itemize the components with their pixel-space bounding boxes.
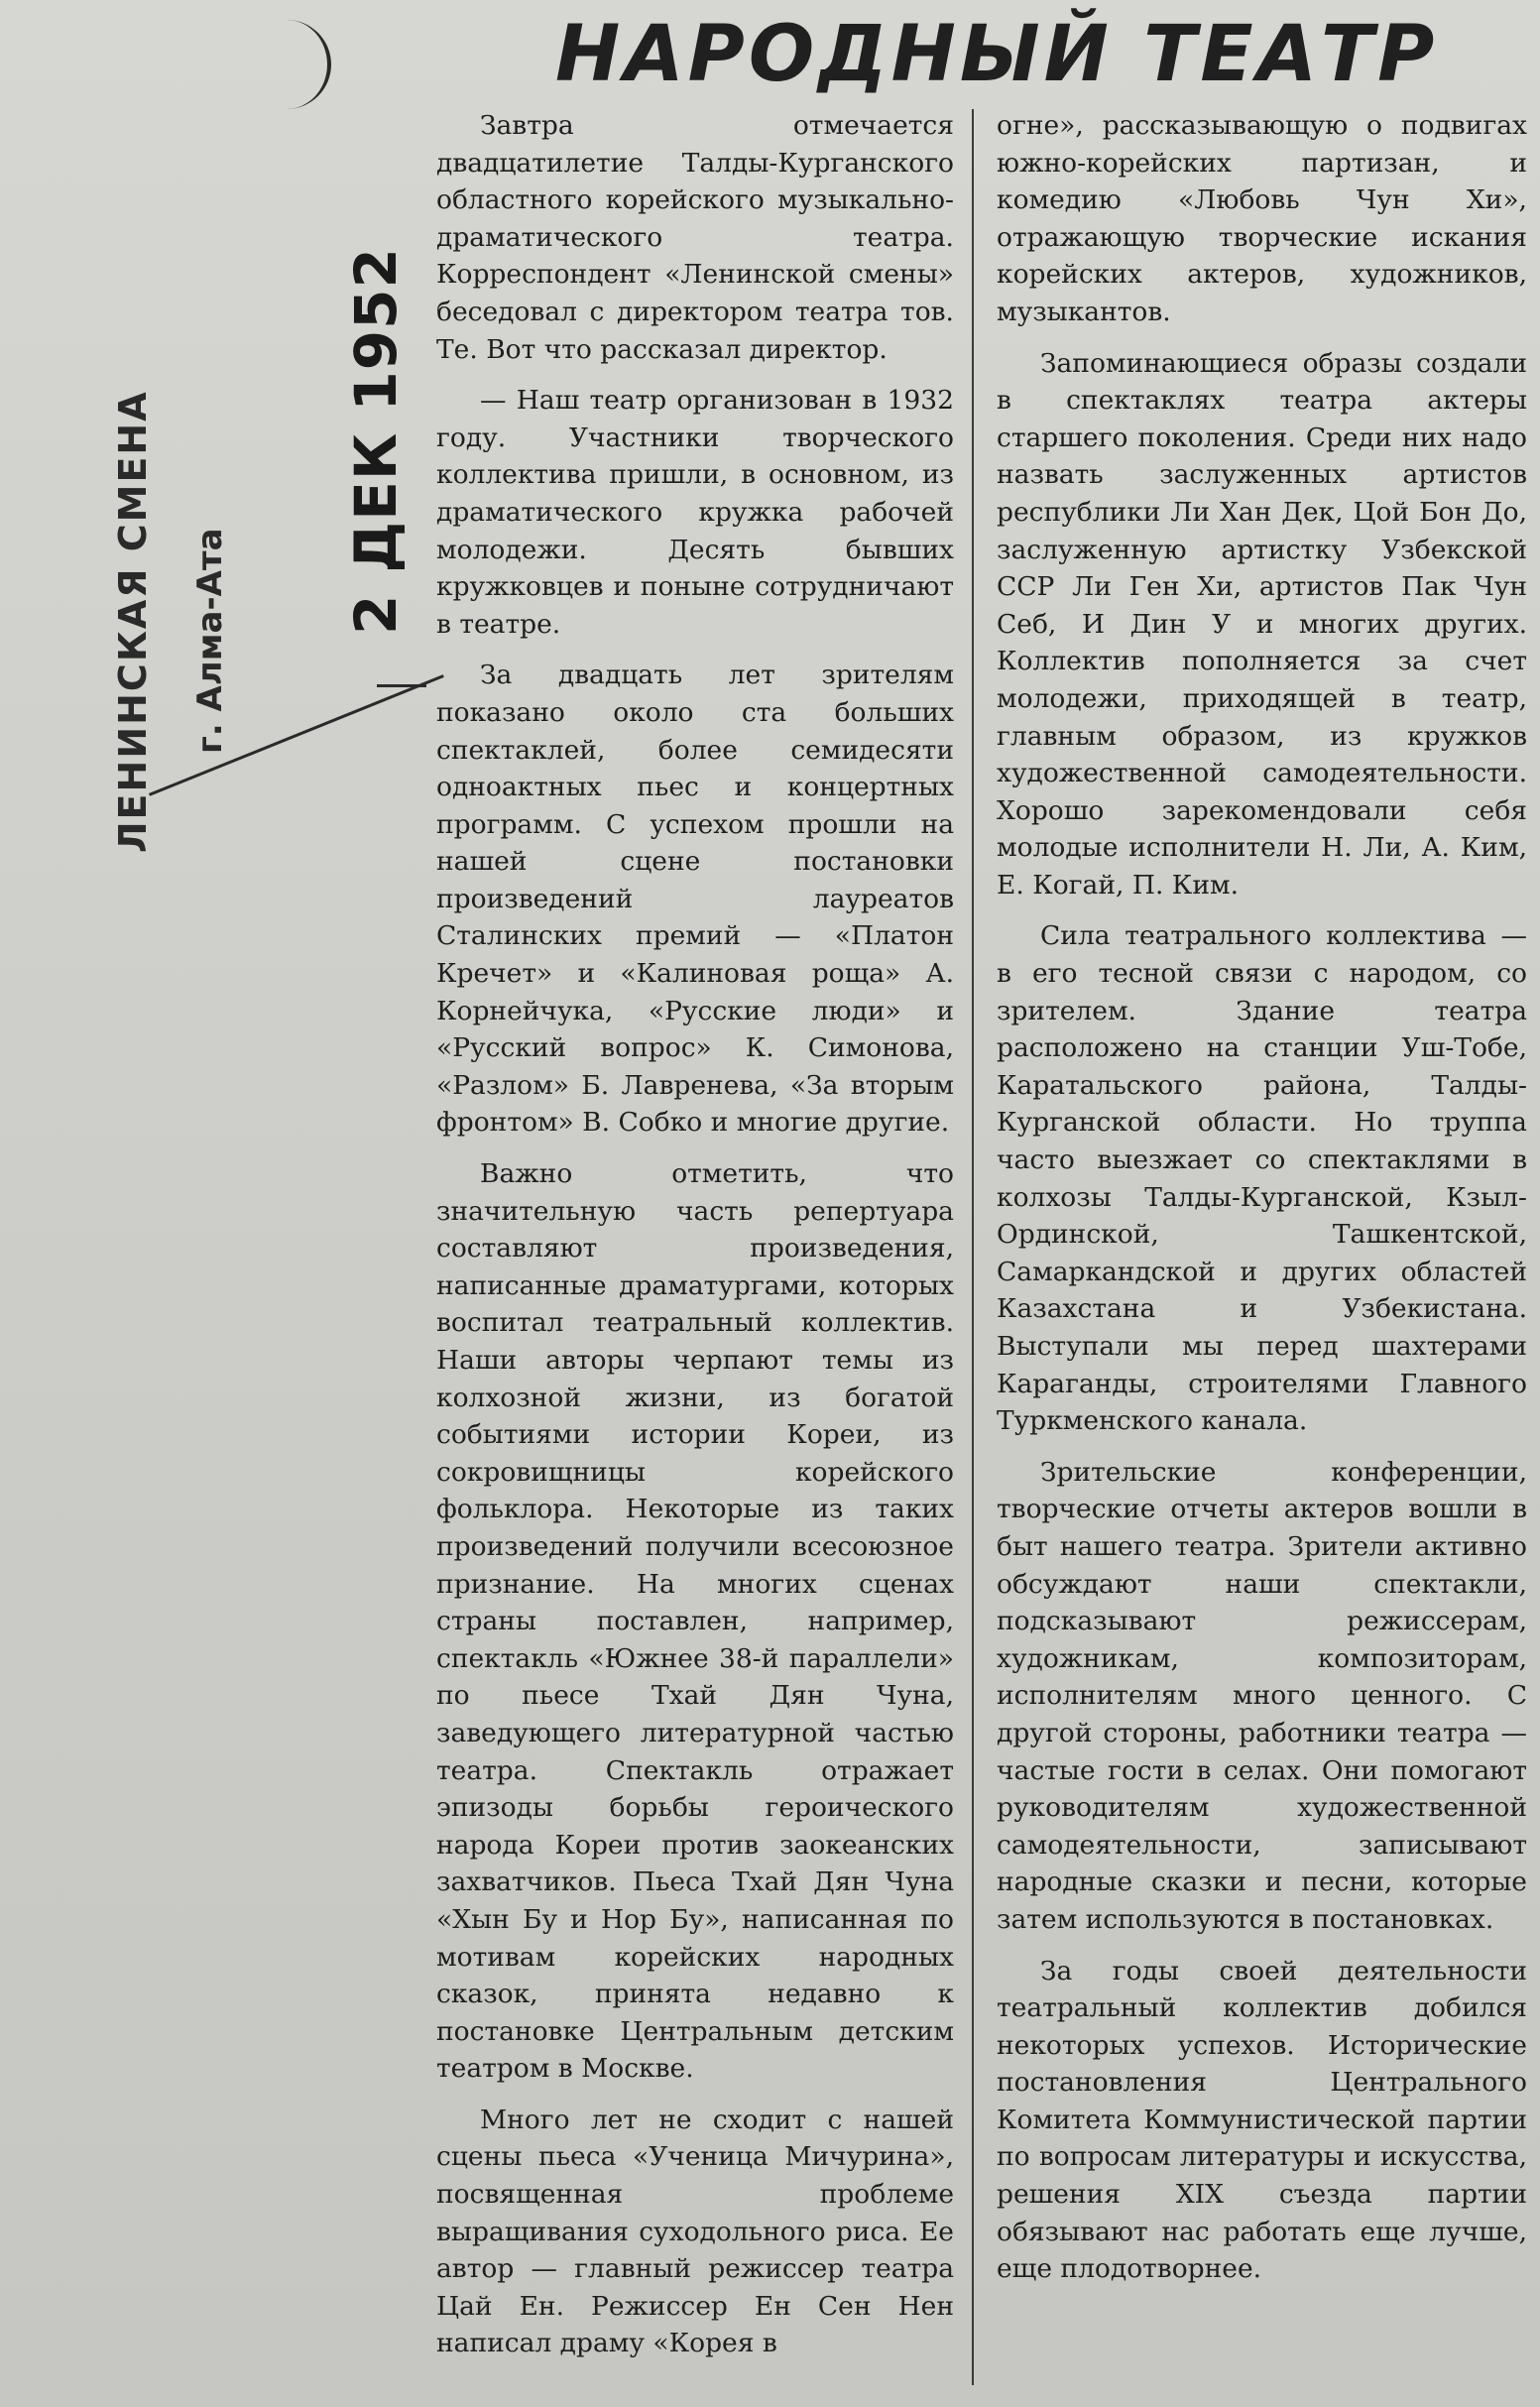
- paragraph: — Наш театр организован в 1932 году. Участники творческого коллектива пришли, в основном, из драматического кружка рабочей молодежи. Десять бывших кружковцев и поныне сотрудничают в театре.: [436, 385, 954, 640]
- paragraph: Зрительские конференции, творческие отчеты актеров вошли в быт нашего театра. Зрители активно обсуждают наши спектакли, подсказывают режиссерам, художникам, композиторам, исполнителям много ценного. С другой стороны, работники театра — частые гости в селах. Они помогают руководителям художественной самодеятельности, записывают народные сказки и песни, которые затем используются в постановках.: [997, 1456, 1527, 1935]
- paragraph: Запоминающиеся образы создали в спектаклях театра актеры старшего поколения. Среди них надо назвать заслуженных артистов республики Ли Хан Дек, Цой Бон До, заслуженную артистку Узбекской ССР Ли Ген Хи, артистов Пак Чун Себ, И Дин У и многих других. Коллектив пополняется за счет молодежи, приходящей в театр, главным образом, из кружков художественной самодеятельности. Хорошо зарекомендовали себя молодые исполнители Н. Ли, А. Ким, Е. Когай, П. Ким.: [997, 347, 1527, 901]
- stamp-newspaper-name: ЛЕНИНСКАЯ СМЕНА: [111, 390, 155, 853]
- pencil-tick-mark: [377, 684, 426, 687]
- stamp-city: г. Алма-Ата: [190, 528, 230, 754]
- paragraph: Завтра отмечается двадцатилетие Талды-Курганского областного корейского музыкально-драматического театра. Корреспондент «Ленинской смены» беседовал с директором театра тов. Те. Вот что рассказал директор.: [436, 110, 954, 365]
- paragraph: За двадцать лет зрителям показано около ста больших спектаклей, более семидесяти одноактных пьес и концертных программ. С успехом прошли на нашей сцене постановки произведений лауреатов Сталинских премий — «Платон Кречет» и «Калиновая роща» А. Корнейчука, «Русские люди» и «Русский вопрос» К. Симонова, «Разлом» Б. Лавренева, «За вторым фронтом» В. Собко и многие другие.: [436, 660, 954, 1139]
- stamp-date: 2 ДЕК 1952: [342, 247, 410, 635]
- pencil-arc-mark: [268, 20, 331, 109]
- article-column-left: [436, 107, 954, 2376]
- article-column-right: [997, 107, 1527, 2302]
- column-divider: [972, 109, 974, 2385]
- paragraph: Важно отметить, что значительную часть репертуара составляют произведения, написанные драматургами, которых воспитал театральный коллектив. Наши авторы черпают темы из колхозной жизни, из богатой событиями истории Кореи, из сокровищницы корейского фольклора. Некоторые из таких произведений получили всесоюзное признание. На многих сценах страны поставлен, например, спектакль «Южнее 38-й параллели» по пьесе Тхай Дян Чуна, заведующего литературной частью театра. Спектакль отражает эпизоды борьбы героического народа Кореи против заокеанских захватчиков. Пьеса Тхай Дян Чуна «Хын Бу и Нор Бу», написанная по мотивам корейских народных сказок, принята недавно к постановке Центральным детским театром в Москве.: [436, 1158, 954, 2085]
- paragraph: Много лет не сходит с нашей сцены пьеса «Ученица Мичурина», посвященная проблеме выращивания суходольного риса. Ее автор — главный режиссер театра Цай Ен. Режиссер Ен Сен Нен написал драму «Корея в: [436, 2104, 954, 2359]
- paragraph: огне», рассказывающую о подвигах южно-корейских партизан, и комедию «Любовь Чун Хи», отражающую творческие искания корейских актеров, художников, музыкантов.: [997, 110, 1527, 327]
- paragraph: За годы своей деятельности театральный коллектив добился некоторых успехов. Исторические постановления Центрального Комитета Коммунистической партии по вопросам литературы и искусства, решения XIX съезда партии обязывают нас работать еще лучше, еще плодотворнее.: [997, 1955, 1527, 2285]
- article-title: НАРОДНЫЙ ТЕАТР: [555, 10, 1439, 99]
- paragraph: Сила театрального коллектива — в его тесной связи с народом, со зрителем. Здание театра расположено на станции Уш-Тобе, Каратальского района, Талды-Курганской области. Но труппа часто выезжает со спектаклями в колхозы Талды-Курганской, Кзыл-Ординской, Ташкентской, Самаркандской и других областей Казахстана и Узбекистана. Выступали мы перед шахтерами Караганды, строителями Главного Туркменского канала.: [997, 920, 1527, 1437]
